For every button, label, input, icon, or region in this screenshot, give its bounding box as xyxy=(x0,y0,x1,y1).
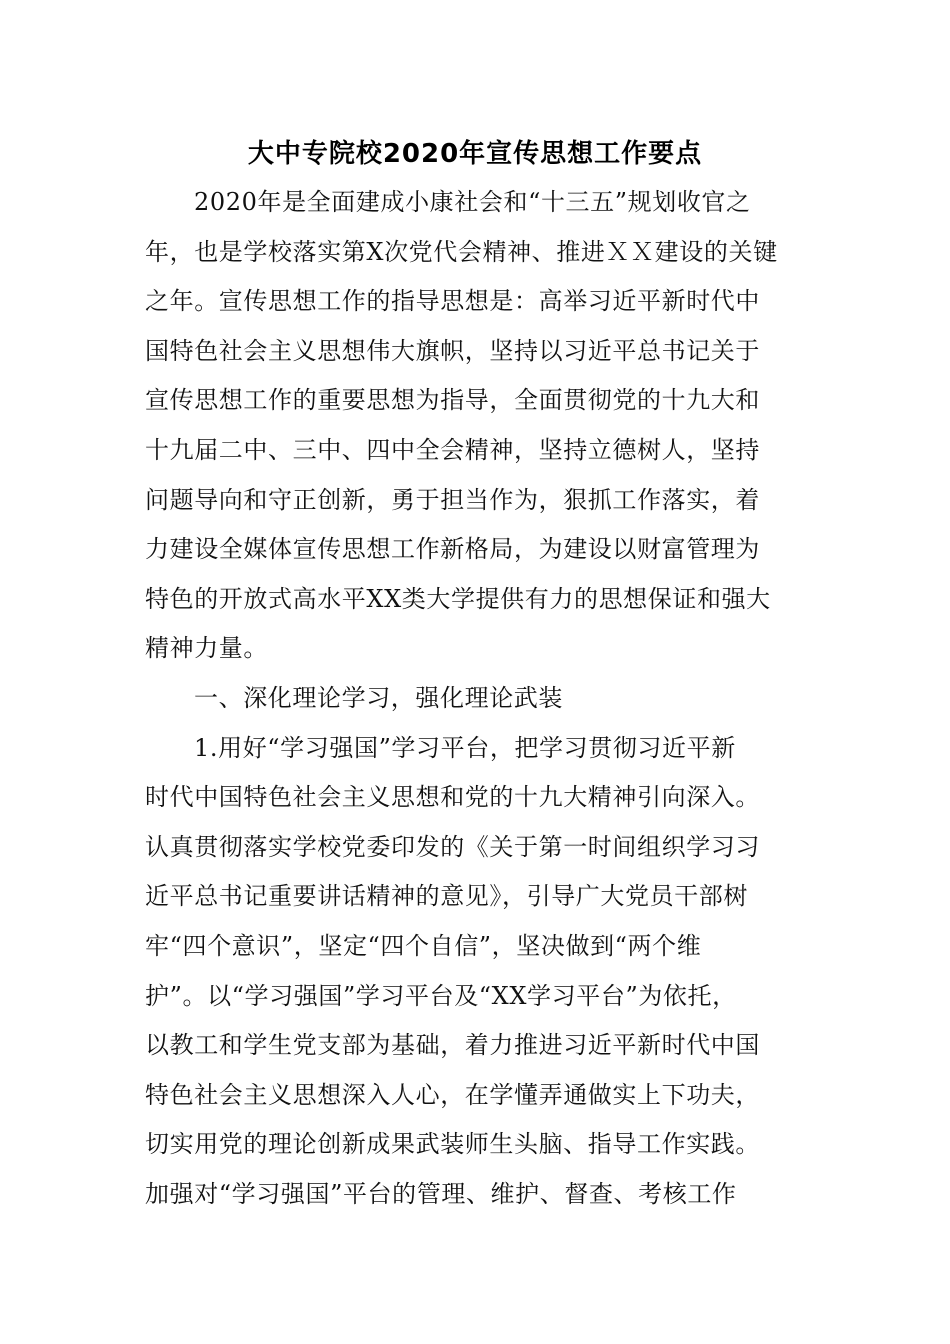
text-line: 护”。以“学习强国”学习平台及“XX学习平台”为依托， xyxy=(145,981,737,1010)
text-line: 之年。宣传思想工作的指导思想是：高举习近平新时代中 xyxy=(145,287,760,316)
section-heading: 一、深化理论学习，强化理论武装 xyxy=(194,683,563,712)
text-line: 年，也是学校落实第Ⅹ次党代会精神、推进ＸＸ建设的关键 xyxy=(145,237,778,266)
text-line: 1.用好“学习强国”学习平台，把学习贯彻习近平新 xyxy=(194,733,736,762)
text-line: 力建设全媒体宣传思想工作新格局，为建设以财富管理为 xyxy=(145,535,760,564)
document-body xyxy=(145,178,805,1219)
text-line: 牢“四个意识”，坚定“四个自信”，坚决做到“两个维 xyxy=(145,931,702,960)
text-line: 近平总书记重要讲话精神的意见》，引导广大党员干部树 xyxy=(145,882,748,911)
text-line: 2020年是全面建成小康社会和“十三五”规划收官之 xyxy=(194,188,751,216)
text-line: 以教工和学生党支部为基础，着力推进习近平新时代中国 xyxy=(145,1031,760,1060)
text-line: 精神力量。 xyxy=(145,634,268,663)
text-line: 时代中国特色社会主义思想和党的十九大精神引向深入。 xyxy=(145,783,760,812)
text-line: 切实用党的理论创新成果武装师生头脑、指导工作实践。 xyxy=(145,1130,760,1159)
text-line: 十九届二中、三中、四中全会精神，坚持立德树人，坚持 xyxy=(145,435,760,464)
document-title: 大中专院校2020年宣传思想工作要点 xyxy=(247,139,703,169)
text-line: 国特色社会主义思想伟大旗帜，坚持以习近平总书记关于 xyxy=(145,336,760,365)
text-line: 宣传思想工作的重要思想为指导，全面贯彻党的十九大和 xyxy=(145,386,760,415)
text-line: 加强对“学习强国”平台的管理、维护、督查、考核工作 xyxy=(145,1179,737,1208)
text-line: 认真贯彻落实学校党委印发的《关于第一时间组织学习习 xyxy=(145,832,760,861)
text-line: 特色社会主义思想深入人心，在学懂弄通做实上下功夫， xyxy=(145,1080,760,1109)
text-line: 问题导向和守正创新，勇于担当作为，狠抓工作落实，着 xyxy=(145,485,760,514)
text-line: 特色的开放式高水平XX类大学提供有力的思想保证和强大 xyxy=(145,584,771,613)
